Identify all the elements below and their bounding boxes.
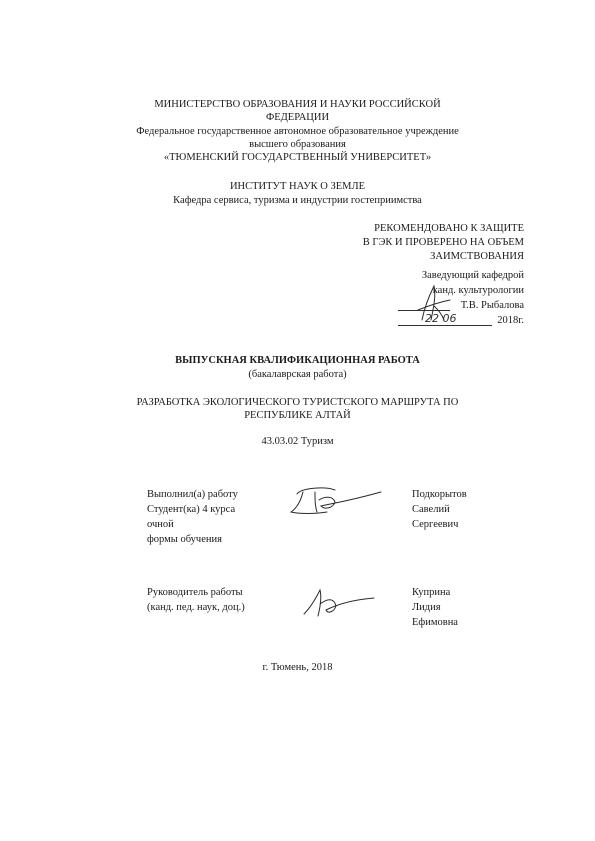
student-label-3: очной <box>147 519 174 530</box>
ministry-line-2: ФЕДЕРАЦИИ <box>265 112 330 123</box>
university-name: «ТЮМЕНСКИЙ ГОСУДАРСТВЕННЫЙ УНИВЕРСИТЕТ» <box>163 152 432 163</box>
supervisor-label-2: (канд. пед. наук, доц.) <box>147 602 245 613</box>
supervisor-first-name: Лидия <box>412 602 441 613</box>
work-title-line-2: РЕСПУБЛИКЕ АЛТАЙ <box>244 410 351 421</box>
approval-line-1: РЕКОМЕНДОВАНО К ЗАЩИТЕ <box>374 223 524 234</box>
student-label-1: Выполнил(а) работу <box>147 489 238 500</box>
institute-name: ИНСТИТУТ НАУК О ЗЕМЛЕ <box>229 181 366 192</box>
approval-line-3: ЗАИМСТВОВАНИЯ <box>430 251 524 262</box>
student-label-2: Студент(ка) 4 курса <box>147 504 236 515</box>
department-name: Кафедра сервиса, туризма и индустрии гостеприимства <box>173 195 422 206</box>
approval-date-handwritten: 22 06 <box>425 312 457 325</box>
supervisor-surname: Куприна <box>412 587 451 598</box>
student-surname: Подкорытов <box>412 489 467 500</box>
organization-line-1: Федеральное государственное автономное образовательное учреждение <box>136 126 459 137</box>
approver-signature <box>414 280 454 326</box>
student-signature <box>285 482 385 516</box>
approval-line-2: В ГЭК И ПРОВЕРЕНО НА ОБЪЕМ <box>362 237 524 248</box>
supervisor-patronymic: Ефимовна <box>412 617 458 628</box>
organization-line-2: высшего образования <box>249 139 346 150</box>
approver-name: Т.В. Рыбалова <box>460 300 524 311</box>
student-patronymic: Сергеевич <box>412 519 459 530</box>
student-label-4: формы обучения <box>147 534 222 545</box>
place-and-year: г. Тюмень, 2018 <box>262 662 333 673</box>
approver-degree: канд. культурологии <box>432 285 524 296</box>
work-title-line-1: РАЗРАБОТКА ЭКОЛОГИЧЕСКОГО ТУРИСТСКОГО МАРШРУТА ПО <box>136 397 459 408</box>
supervisor-label-1: Руководитель работы <box>147 587 243 598</box>
specialty: 43.03.02 Туризм <box>261 436 334 447</box>
student-first-name: Савелий <box>412 504 450 515</box>
approver-position: Заведующий кафедрой <box>421 270 524 281</box>
approval-year: 2018г. <box>497 315 524 326</box>
work-subtype: (бакалаврская работа) <box>248 369 347 380</box>
supervisor-signature <box>300 584 380 620</box>
ministry-line-1: МИНИСТЕРСТВО ОБРАЗОВАНИЯ И НАУКИ РОССИЙСКОЙ <box>154 99 441 110</box>
work-type: ВЫПУСКНАЯ КВАЛИФИКАЦИОННАЯ РАБОТА <box>175 355 420 366</box>
